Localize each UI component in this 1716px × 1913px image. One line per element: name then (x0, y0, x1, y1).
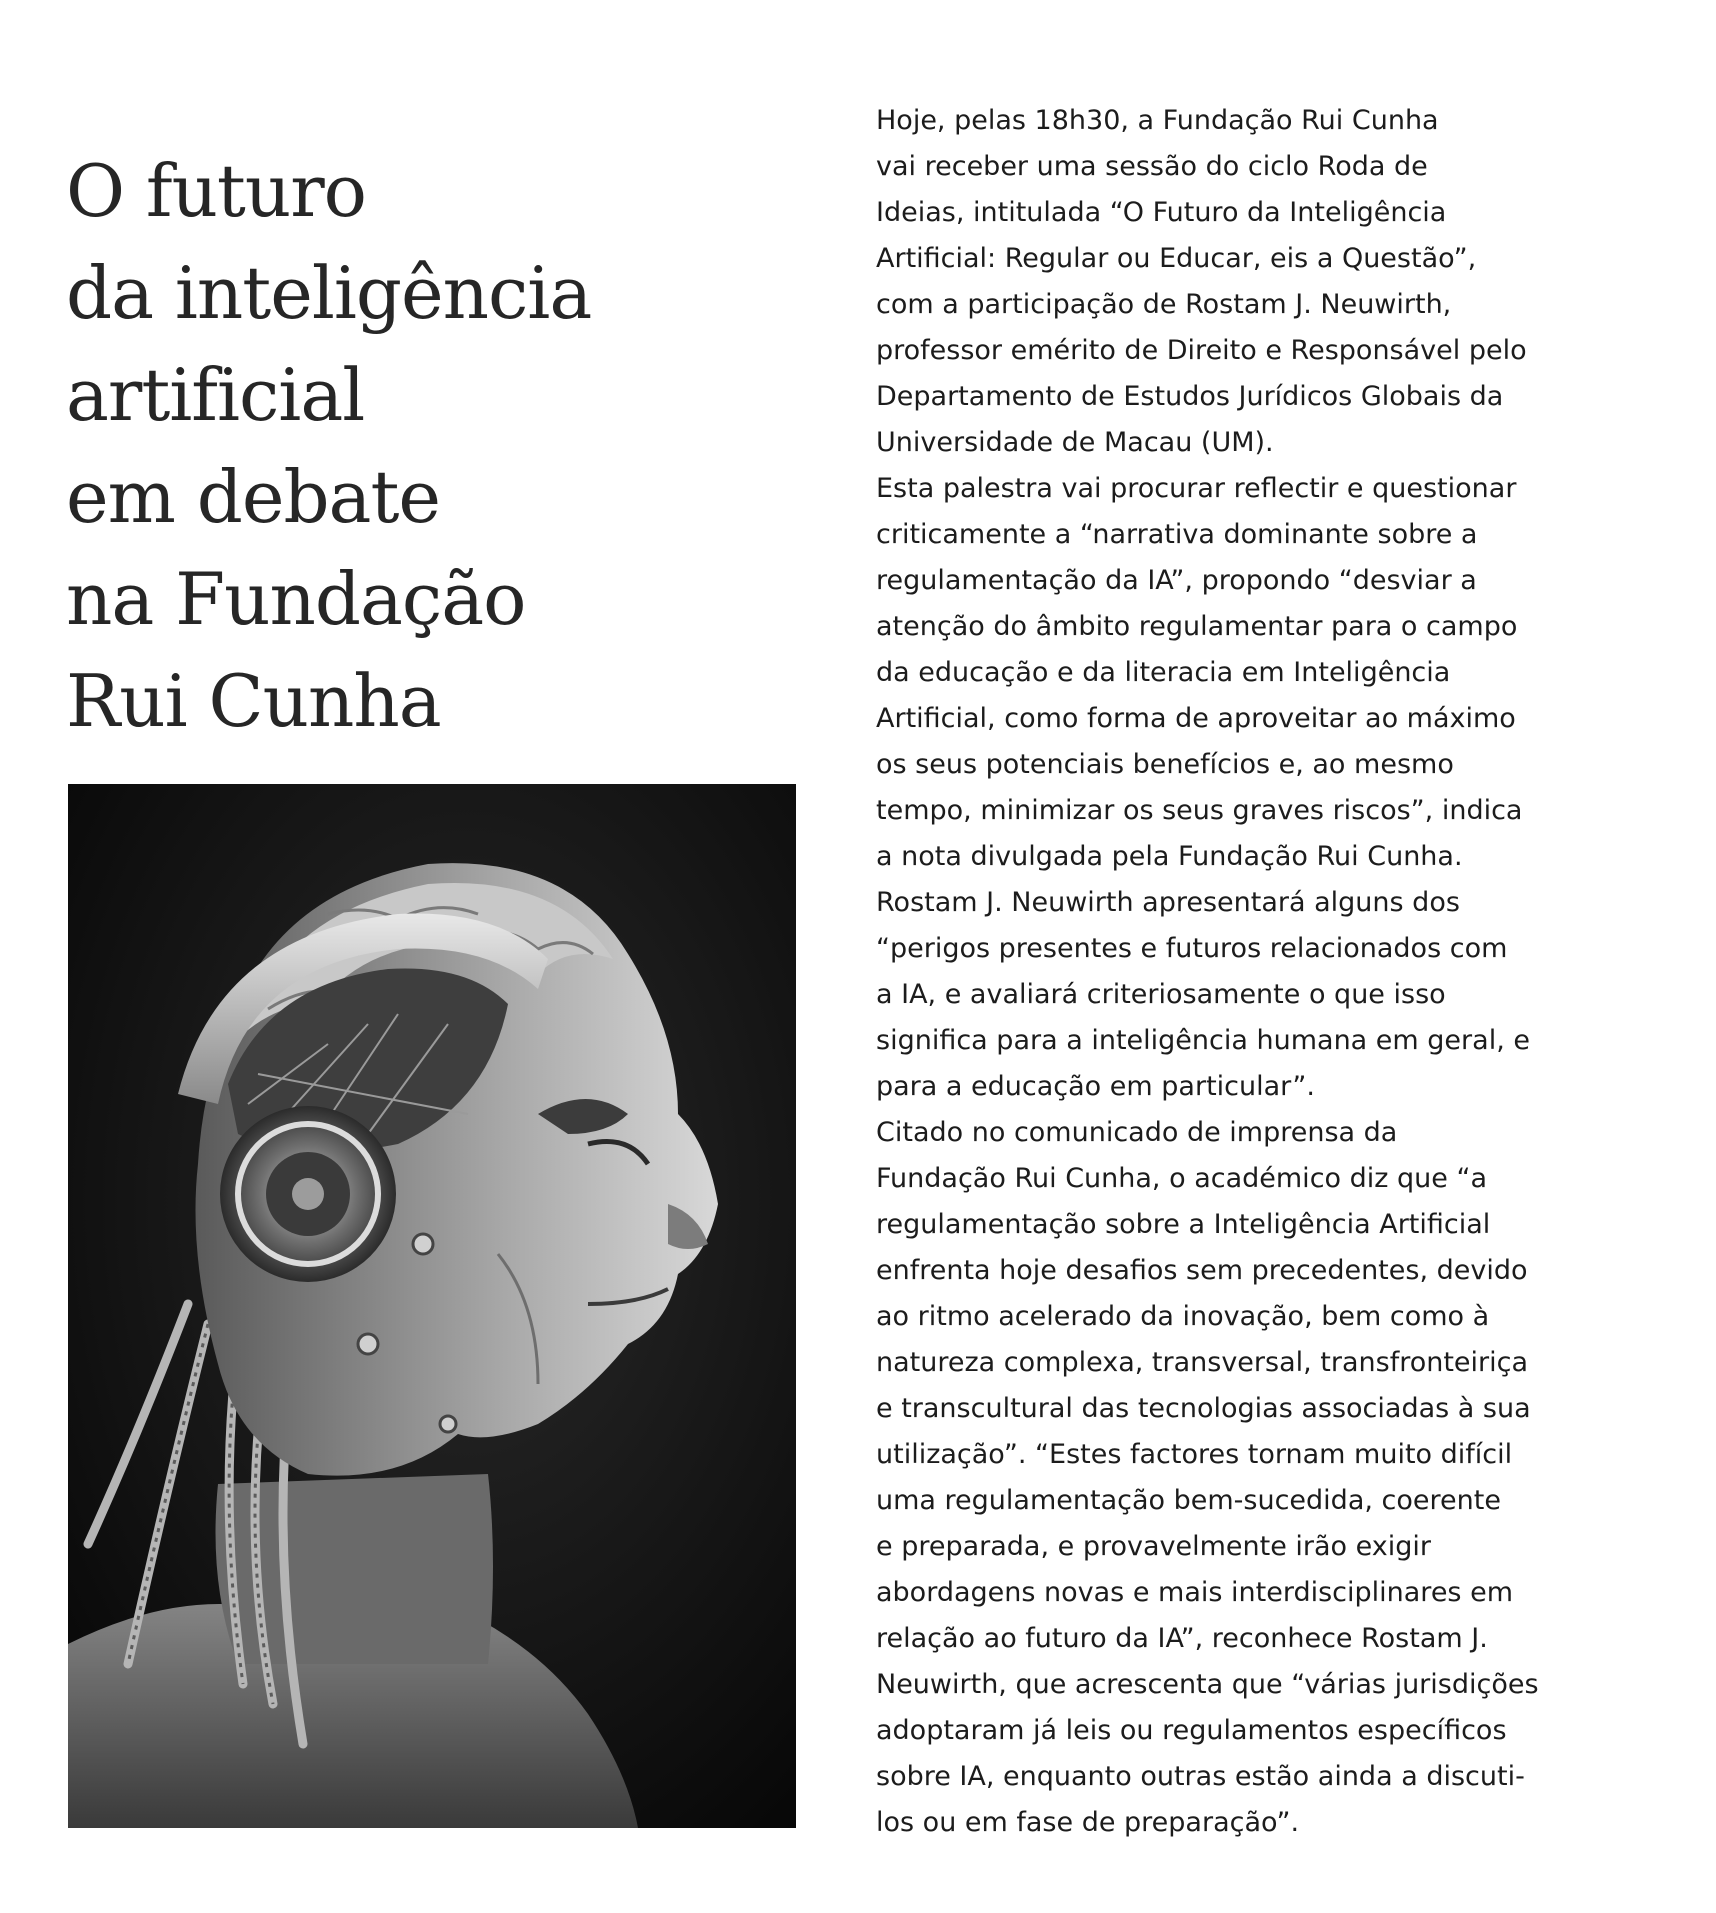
article-line: Departamento de Estudos Jurídicos Globais da (876, 381, 1504, 412)
headline-line: na Fundação (66, 557, 526, 641)
article-line: ao ritmo acelerado da inovação, bem como à (876, 1301, 1490, 1332)
article-body (876, 98, 1616, 1846)
article-line: os seus potenciais benefícios e, ao mesmo (876, 749, 1454, 780)
headline-line: artificial (66, 353, 365, 437)
article-line: Citado no comunicado de imprensa da (876, 1117, 1398, 1148)
article-line: los ou em fase de preparação”. (876, 1807, 1300, 1838)
article-line: a nota divulgada pela Fundação Rui Cunha. (876, 841, 1463, 872)
article-line: tempo, minimizar os seus graves riscos”, indica (876, 795, 1523, 826)
article-line: professor emérito de Direito e Responsável pelo (876, 335, 1527, 366)
headline-line: Rui Cunha (66, 659, 441, 743)
article-line: significa para a inteligência humana em geral, e (876, 1025, 1530, 1056)
article-line: “perigos presentes e futuros relacionados com (876, 933, 1508, 964)
article-line: Artificial: Regular ou Educar, eis a Questão”, (876, 243, 1477, 274)
article-line: regulamentação sobre a Inteligência Artificial (876, 1209, 1491, 1240)
article-line: regulamentação da IA”, propondo “desviar a (876, 565, 1477, 596)
article-line: Ideias, intitulada “O Futuro da Inteligência (876, 197, 1447, 228)
article-line: vai receber uma sessão do ciclo Roda de (876, 151, 1428, 182)
article-line: sobre IA, enquanto outras estão ainda a discuti- (876, 1761, 1525, 1792)
article-photo (68, 784, 796, 1828)
article-line: criticamente a “narrativa dominante sobre a (876, 519, 1478, 550)
article-line: e transcultural das tecnologias associadas à sua (876, 1393, 1531, 1424)
headline-line: O futuro (66, 149, 367, 233)
headline (66, 140, 626, 752)
article-line: a IA, e avaliará criteriosamente o que isso (876, 979, 1446, 1010)
headline-line: em debate (66, 455, 441, 539)
article-line: Rostam J. Neuwirth apresentará alguns dos (876, 887, 1460, 918)
article-line: enfrenta hoje desafios sem precedentes, devido (876, 1255, 1528, 1286)
cyborg-head-illustration (68, 784, 796, 1828)
article-line: natureza complexa, transversal, transfronteiriça (876, 1347, 1529, 1378)
article-line: uma regulamentação bem-sucedida, coerente (876, 1485, 1501, 1516)
article-line: Universidade de Macau (UM). (876, 427, 1274, 458)
article-line: adoptaram já leis ou regulamentos específicos (876, 1715, 1507, 1746)
headline-line: da inteligência (66, 251, 592, 335)
article-line: utilização”. “Estes factores tornam muito difícil (876, 1439, 1513, 1470)
article-line: e preparada, e provavelmente irão exigir (876, 1531, 1432, 1562)
article-line: atenção do âmbito regulamentar para o campo (876, 611, 1518, 642)
article-line: para a educação em particular”. (876, 1071, 1315, 1102)
article-line: abordagens novas e mais interdisciplinares em (876, 1577, 1513, 1608)
article-line: da educação e da literacia em Inteligência (876, 657, 1451, 688)
article-line: Neuwirth, que acrescenta que “várias jurisdições (876, 1669, 1539, 1700)
article-line: Fundação Rui Cunha, o académico diz que “a (876, 1163, 1488, 1194)
article-line: Esta palestra vai procurar reflectir e questionar (876, 473, 1517, 504)
article-line: Artificial, como forma de aproveitar ao máximo (876, 703, 1516, 734)
article-line: Hoje, pelas 18h30, a Fundação Rui Cunha (876, 105, 1439, 136)
article-line: com a participação de Rostam J. Neuwirth, (876, 289, 1452, 320)
article-line: relação ao futuro da IA”, reconhece Rostam J. (876, 1623, 1488, 1654)
